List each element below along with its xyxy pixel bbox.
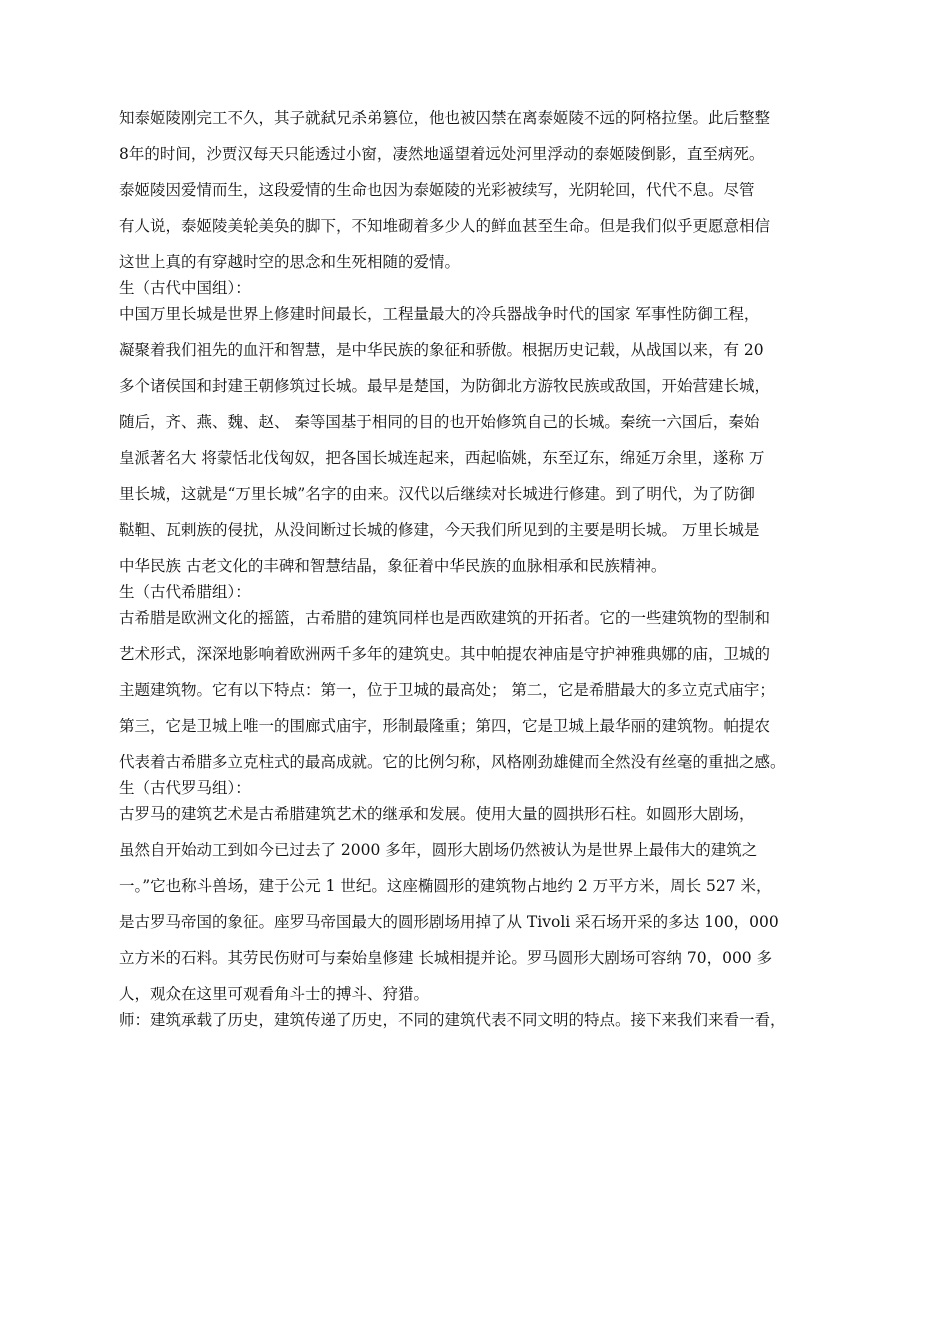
text-line: 中华民族 古老文化的丰碑和智慧结晶，象征着中华民族的血脉相承和民族精神。 xyxy=(119,557,667,575)
text-line: 人，观众在这里可观看角斗士的搏斗、狩猎。 xyxy=(119,985,430,1003)
text-line: 虽然自开始动工到如今已过去了 2000 多年，圆形大剧场仍然被认为是世界上最伟大的建筑之 xyxy=(119,841,758,859)
teacher-line: 师：建筑承载了历史，建筑传递了历史，不同的建筑代表不同文明的特点。接下来我们来看一看， xyxy=(119,1011,786,1029)
text-line: 泰姬陵因爱情而生，这段爱情的生命也因为泰姬陵的光彩被续写，光阴轮回，代代不息。尽管 xyxy=(119,181,755,199)
text-line: 主题建筑物。它有以下特点：第一，位于卫城的最高处； 第二，它是希腊最大的多立克式庙宇； xyxy=(119,681,775,699)
text-line: 有人说，泰姬陵美轮美奂的脚下，不知堆砌着多少人的鲜血甚至生命。但是我们似乎更愿意相信 xyxy=(119,217,771,235)
text-line: 随后，齐、燕、魏、赵、 秦等国基于相同的目的也开始修筑自己的长城。秦统一六国后，秦始 xyxy=(119,413,760,431)
section-heading-rome: 生（古代罗马组）： xyxy=(119,779,251,797)
section-heading-greece: 生（古代希腊组）： xyxy=(119,583,251,601)
text-line: 是古罗马帝国的象征。座罗马帝国最大的圆形剧场用掉了从 Tivoli 采石场开采的多达 100，000 xyxy=(119,913,779,931)
text-line: 凝聚着我们祖先的血汗和智慧，是中华民族的象征和骄傲。根据历史记载，从战国以来，有 20 xyxy=(119,341,764,359)
text-line: 立方米的石料。其劳民伤财可与秦始皇修建 长城相提并论。罗马圆形大剧场可容纳 70，000 多 xyxy=(119,949,773,967)
text-line: 知泰姬陵刚完工不久，其子就弑兄杀弟篡位，他也被囚禁在离泰姬陵不远的阿格拉堡。此后整整 xyxy=(119,109,771,127)
text-line: 鞑靼、瓦剌族的侵扰，从没间断过长城的修建，今天我们所见到的主要是明长城。 万里长城是 xyxy=(119,521,760,539)
text-line: 艺术形式，深深地影响着欧洲两千多年的建筑史。其中帕提农神庙是守护神雅典娜的庙，卫城的 xyxy=(119,645,771,663)
section-heading-china: 生（古代中国组）： xyxy=(119,279,251,297)
text-line: 皇派著名大 将蒙恬北伐匈奴，把各国长城连起来，西起临姚，东至辽东，绵延万余里，遂称 万 xyxy=(119,449,765,467)
text-line: 8年的时间，沙贾汉每天只能透过小窗，凄然地遥望着远处河里浮动的泰姬陵倒影，直至病死。 xyxy=(119,145,765,163)
document-body xyxy=(119,108,835,1030)
text-line: 里长城，这就是“万里长城”名字的由来。汉代以后继续对长城进行修建。到了明代，为了防御 xyxy=(119,485,755,503)
text-line: 多个诸侯国和封建王朝修筑过长城。最早是楚国，为防御北方游牧民族或敌国，开始营建长城， xyxy=(119,377,771,395)
text-line: 一。”它也称斗兽场，建于公元 1 世纪。这座椭圆形的建筑物占地约 2 万平方米，周长 527 米， xyxy=(119,877,772,895)
text-line: 中国万里长城是世界上修建时间最长，工程量最大的冷兵器战争时代的国家 军事性防御工程， xyxy=(119,305,760,323)
text-line: 这世上真的有穿越时空的思念和生死相随的爱情。 xyxy=(119,253,461,271)
text-line: 古罗马的建筑艺术是古希腊建筑艺术的继承和发展。使用大量的圆拱形石柱。如圆形大剧场， xyxy=(119,805,755,823)
text-line: 古希腊是欧洲文化的摇篮，古希腊的建筑同样也是西欧建筑的开拓者。它的一些建筑物的型制和 xyxy=(119,609,771,627)
text-line: 第三，它是卫城上唯一的围廊式庙宇，形制最隆重；第四，它是卫城上最华丽的建筑物。帕提农 xyxy=(119,717,771,735)
text-line: 代表着古希腊多立克柱式的最高成就。它的比例匀称，风格刚劲雄健而全然没有丝毫的重拙之感。 xyxy=(119,753,786,771)
